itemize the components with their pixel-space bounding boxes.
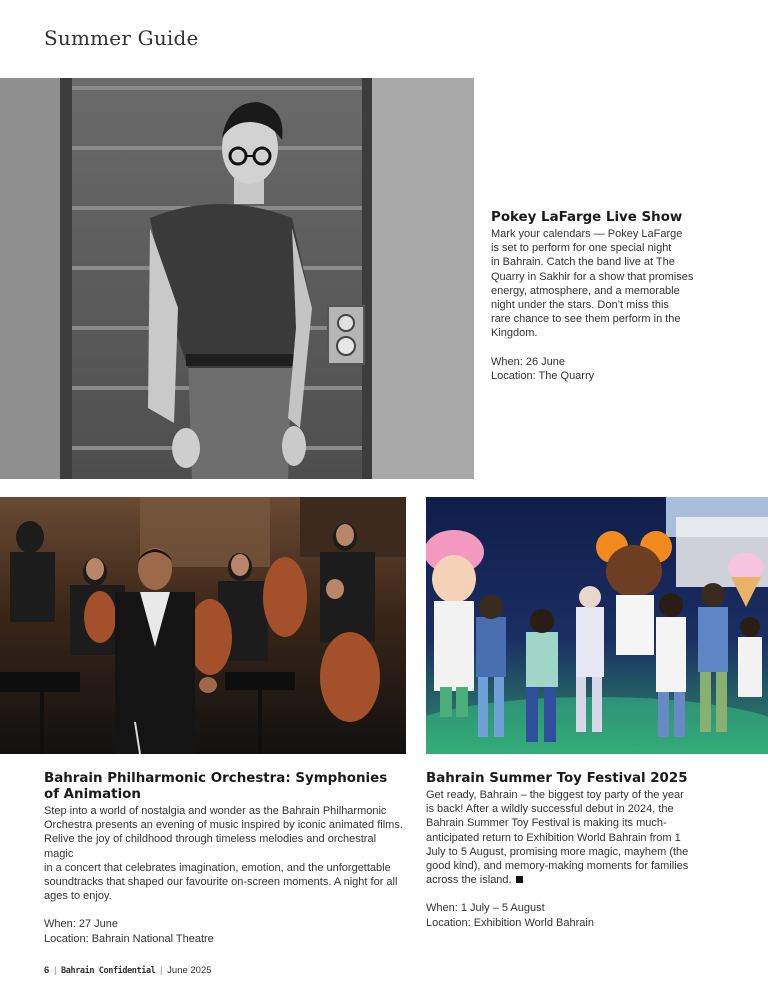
issue-date: June 2025 bbox=[167, 965, 212, 976]
article-body bbox=[426, 788, 726, 887]
toy-festival-photo bbox=[426, 497, 768, 754]
article-orchestra bbox=[44, 771, 406, 946]
event-location: Location: Bahrain National Theatre bbox=[44, 932, 214, 945]
article-title: Pokey LaFarge Live Show bbox=[491, 210, 683, 225]
magazine-name: Bahrain Confidential bbox=[61, 966, 156, 976]
event-location: Location: The Quarry bbox=[491, 369, 595, 382]
article-pokey-lafarge bbox=[491, 210, 696, 383]
page-footer bbox=[44, 965, 212, 976]
article-title: Bahrain Summer Toy Festival 2025 bbox=[426, 771, 688, 786]
article-body: Mark your calendars — Pokey LaFarge is set to perform for one special night in Bahrain. Catch the band live at The Quarry in Sakhir for a show that promises energy, atmosphere, and a memorable night under the stars. Don’t miss this rare chance to see them perform in the Kingdom. bbox=[491, 228, 694, 340]
event-date: When: 1 July – 5 August bbox=[426, 902, 545, 915]
pokey-lafarge-photo bbox=[0, 78, 474, 479]
article-title: Bahrain Philharmonic Orchestra: Symphonies of Animation bbox=[44, 771, 388, 802]
black-square-icon bbox=[516, 876, 523, 883]
event-date: When: 26 June bbox=[491, 355, 565, 368]
footer-separator: | bbox=[53, 965, 57, 976]
event-location: Location: Exhibition World Bahrain bbox=[426, 916, 594, 929]
article-toy-festival bbox=[426, 771, 726, 930]
page-number: 6 bbox=[44, 965, 50, 976]
article-body: Step into a world of nostalgia and wonder as the Bahrain Philharmonic Orchestra presents an evening of music inspired by iconic animated films. Relive the joy of childhood through timeless melodies and orchestral magic in a concert that celebrates imagination, emotion, and the unforgettable soundtracks that shaped our favourite on-screen moments. A night for all ages to enjoy. bbox=[44, 805, 403, 903]
footer-separator: | bbox=[160, 965, 163, 976]
article-body-text: Get ready, Bahrain – the biggest toy party of the year is back! After a wildly successful debut in 2024, the Bahrain Summer Toy Festival is making its much- anticipated return to Exhibition World Bahrain from 1 July to 5 August, promising more magic, mayhem (the good kind), and memory-making moments for families across the island. bbox=[426, 789, 689, 887]
event-date: When: 27 June bbox=[44, 918, 118, 931]
orchestra-photo bbox=[0, 497, 406, 754]
section-title: Summer Guide bbox=[44, 26, 199, 50]
